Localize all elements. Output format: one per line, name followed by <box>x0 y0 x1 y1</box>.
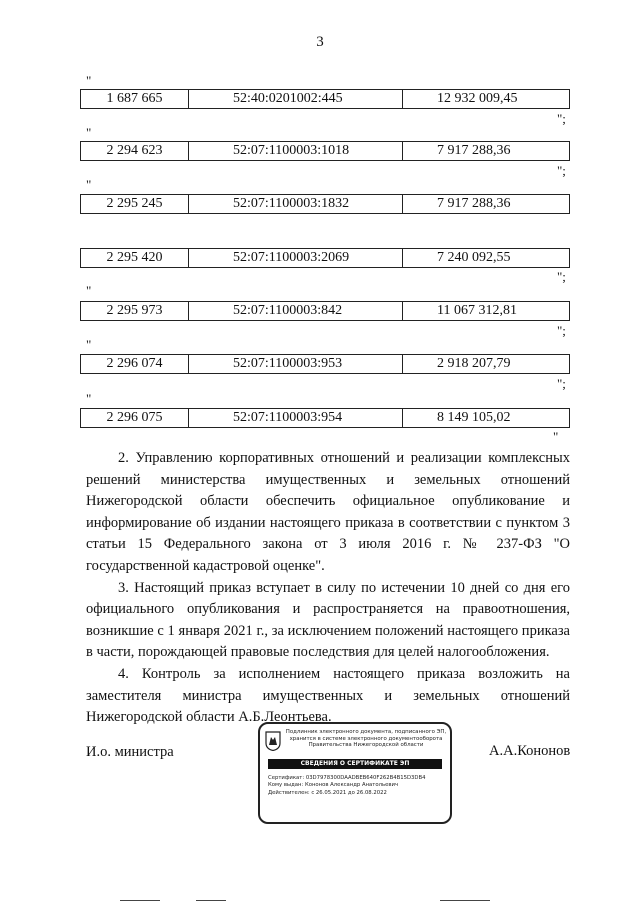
cadastral-value: 12 932 009,45 <box>437 91 518 106</box>
paragraph-control: 4. Контроль за исполнением настоящего приказа возложить на заместителя министра имущественных и земельных отношений Нижегородской области А.Б.Леонтьева. <box>86 665 570 726</box>
stamp-header: Подлинник электронного документа, подписанного ЭП, хранится в системе электронного документооборота Правительства Нижегородской области <box>285 729 447 749</box>
coat-of-arms-icon <box>265 731 281 751</box>
object-number: 2 294 623 <box>81 142 189 160</box>
close-quote: "; <box>557 376 566 391</box>
scan-artifact <box>196 900 226 901</box>
cadastral-value: 8 149 105,02 <box>437 410 511 425</box>
table-row <box>80 248 570 268</box>
signer-name: А.А.Кононов <box>489 743 571 759</box>
table-row <box>80 408 570 428</box>
cadastral-number: 52:07:1100003:2069 <box>189 249 403 267</box>
open-quote: " <box>86 177 92 192</box>
close-quote: "; <box>557 111 566 126</box>
open-quote: " <box>86 125 92 140</box>
cadastral-value: 7 917 288,36 <box>437 196 511 211</box>
table-row <box>80 194 570 214</box>
open-quote: " <box>86 391 92 406</box>
open-quote: " <box>86 73 92 88</box>
cadastral-number: 52:40:0201002:445 <box>189 90 403 108</box>
cadastral-value: 7 917 288,36 <box>437 143 511 158</box>
certificate-id: Сертификат: 03D7978300DAADBEB640F262B4B15D3DB4 <box>268 775 426 781</box>
cadastral-number: 52:07:1100003:953 <box>189 355 403 373</box>
paragraph-publication: 2. Управлению корпоративных отношений и реализации комплексных решений министерства имущественных и земельных отношений Нижегородской области обеспечить официальное опубликование и информирование об издании настоящего приказа в соответствии с пунктом 3 статьи 15 Федерального закона от 3 июля 2016 г. № 237-ФЗ "О государственной кадастровой оценке". <box>86 450 570 574</box>
page-number: 3 <box>316 34 324 50</box>
close-quote: "; <box>557 323 566 338</box>
table-row <box>80 354 570 374</box>
paragraph-effective-date: 3. Настоящий приказ вступает в силу по истечении 10 дней со дня его официального опубликования и распространяется на правоотношения, возникшие с 1 января 2021 г., за исключением положений настоящего приказа в части, порождающей правовые последствия для целей налогообложения. <box>86 579 570 661</box>
object-number: 1 687 665 <box>81 90 189 108</box>
stamp-title: СВЕДЕНИЯ О СЕРТИФИКАТЕ ЭП <box>268 759 442 769</box>
object-number: 2 296 075 <box>81 409 189 427</box>
object-number: 2 295 973 <box>81 302 189 320</box>
object-number: 2 295 420 <box>81 249 189 267</box>
cadastral-number: 52:07:1100003:842 <box>189 302 403 320</box>
table-row <box>80 301 570 321</box>
close-quote: " <box>553 429 559 444</box>
signer-position: И.о. министра <box>86 744 174 760</box>
object-number: 2 295 245 <box>81 195 189 213</box>
cadastral-number: 52:07:1100003:1832 <box>189 195 403 213</box>
close-quote: "; <box>557 269 566 284</box>
object-number: 2 296 074 <box>81 355 189 373</box>
stamp-details <box>268 775 446 797</box>
table-row <box>80 141 570 161</box>
open-quote: " <box>86 337 92 352</box>
certificate-owner: Кому выдан: Кононов Александр Анатольевич <box>268 782 399 789</box>
cadastral-value: 2 918 207,79 <box>437 356 511 371</box>
e-signature-stamp <box>258 722 452 824</box>
order-body <box>86 448 570 729</box>
cadastral-value: 7 240 092,55 <box>437 250 511 265</box>
open-quote: " <box>86 283 92 298</box>
cadastral-number: 52:07:1100003:954 <box>189 409 403 427</box>
scan-artifact <box>440 900 490 901</box>
certificate-validity: Действителен: с 26.05.2021 до 26.08.2022 <box>268 789 387 796</box>
cadastral-value: 11 067 312,81 <box>437 303 517 318</box>
cadastral-number: 52:07:1100003:1018 <box>189 142 403 160</box>
table-row <box>80 89 570 109</box>
scan-artifact <box>120 900 160 901</box>
close-quote: "; <box>557 163 566 178</box>
